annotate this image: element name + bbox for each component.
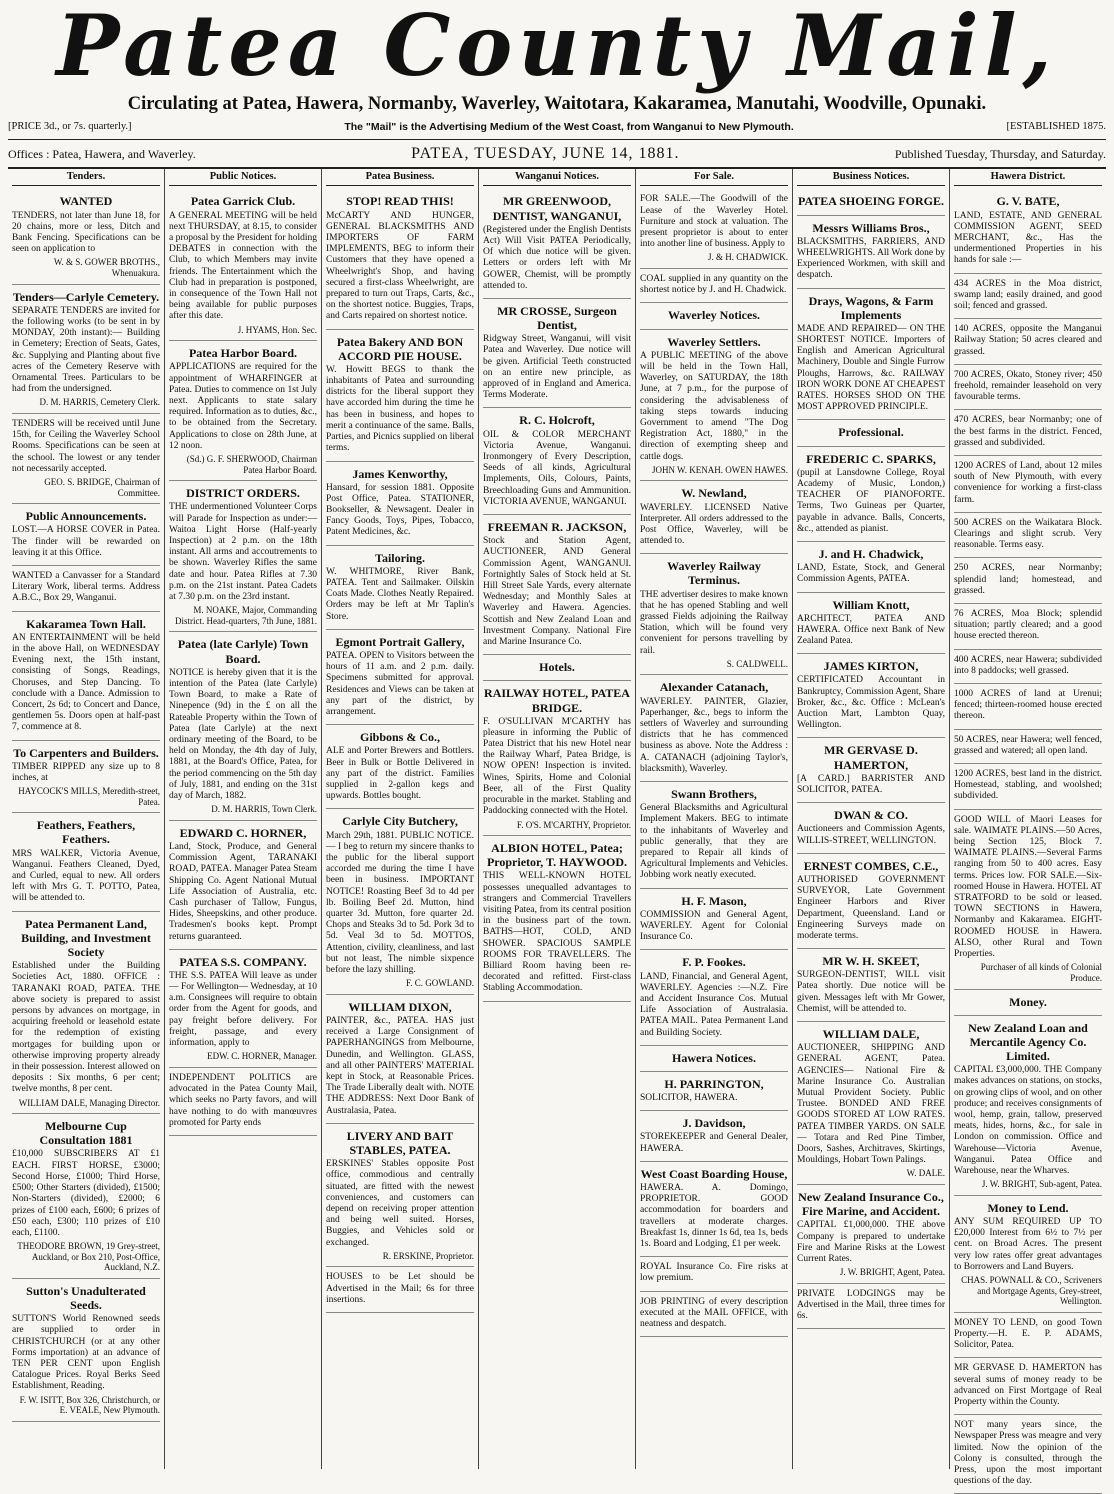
advertisement	[640, 1162, 788, 1257]
ad-body: WANTED a Canvasser for a Standard Literary Work, liberal terms. Address A.B.C., Box 29, Wanganui.	[12, 570, 160, 604]
advertisement	[640, 1292, 788, 1338]
advertisement	[954, 730, 1102, 764]
ad-body: 250 ACRES, near Normanby; splendid land; homestead, and grassed.	[954, 563, 1102, 596]
circulation-line: Circulating at Patea, Hawera, Normanby, Waverley, Waitotara, Kakaramea, Manutahi, Woodville, Opunaki.	[127, 94, 987, 114]
medium-note: The "Mail" is the Advertising Medium of the West Coast, from Wanganui to New Plymouth.	[344, 121, 794, 133]
ad-title: ALBION HOTEL, Patea; Proprietor, T. HAYWOOD.	[486, 841, 628, 870]
column-5	[636, 169, 793, 1469]
advertisement	[169, 481, 317, 632]
advertisement	[954, 365, 1102, 411]
ad-title: Melbourne Cup Consultation 1881	[39, 1119, 133, 1148]
ad-body: HAWERA. A. Domingo, PROPRIETOR. GOOD accommodation for boarders and travellers at moderate charges. Breakfast 1s, dinner 1s 6d, tea 1s, beds 1s. Board and Lodging, £1 per week.	[640, 1183, 788, 1250]
advertisement	[954, 456, 1102, 513]
ad-body: 470 ACRES, bear Normanby; one of the best farms in the district. Fenced, grassed and subdivided.	[954, 415, 1102, 448]
ad-body: ROYAL Insurance Co. Fire risks at low premium.	[640, 1262, 788, 1284]
advertisement	[954, 410, 1102, 456]
ad-body: SOLICITOR, HAWERA.	[640, 1093, 738, 1104]
advertisement	[797, 593, 945, 655]
ad-body: STOREKEEPER and General Dealer, HAWERA.	[640, 1132, 788, 1154]
advertisement	[954, 1016, 1102, 1196]
advertisement	[12, 813, 160, 911]
ad-body: LAND, Financial, and General Agent, WAVERLEY. Agencies :—N.Z. Fire and Accident Insurance Cos. Mutual Life Association of Australasia. PATEA MAIL. Patea Permanent Land and Building Society.	[640, 971, 788, 1038]
advertisement	[954, 764, 1102, 810]
advertisement	[640, 782, 788, 889]
advertisement	[12, 566, 160, 612]
ad-title: DISTRICT ORDERS.	[186, 486, 300, 501]
ad-title: To Carpenters and Builders.	[13, 745, 159, 760]
column-header: Business Notices.	[797, 171, 945, 186]
ad-body: THE advertiser desires to make known that he has opened Stabling and well grassed Fields adjoining the Railway Station, which will be found very convenient for persons travelling by rail.	[640, 589, 788, 656]
advertisement	[483, 681, 631, 836]
ad-body: PAINTER, &c., PATEA. HAS just received a Large Consignment of PAPERHANGINGS from Melbourne, Dunedin, and Wellington. GLASS, and all other PAINTERS' MATERIAL kept in Stock, at Reasonable Prices. The Trade Liberally dealt with. NOTE THE ADDRESS: Next Door Bank of Australasia, Patea.	[326, 1015, 474, 1116]
ad-title: J. and H. Chadwick,	[818, 546, 924, 561]
advertisement	[640, 269, 788, 303]
masthead-title: Patea County Mail,	[56, 0, 1058, 95]
advertisement	[12, 504, 160, 566]
ad-body: MRS WALKER, Victoria Avenue, Wanganui. Feathers Cleaned, Dyed, and Curled, equal to new. All orders left with Mrs G. T. POTTO, Patea, will be attended to.	[12, 848, 160, 904]
ad-body: 400 ACRES, near Hawera; subdivided into 8 paddocks; well grassed.	[954, 654, 1102, 676]
ad-signature: J. W. BRIGHT, Sub-agent, Patea.	[981, 1179, 1102, 1190]
ad-signature: CHAS. POWNALL & CO., Scriveners and Mortgage Agents, Grey-street, Wellington.	[961, 1274, 1102, 1307]
ad-body: McCARTY AND HUNGER, GENERAL BLACKSMITHS AND IMPORTERS OF FARM IMPLEMENTS, BEG to inform their Customers that they have opened a Wheelwright's Shop, and having secured a first-class Wheelwright, are prepared to turn out Traps, Carts, &c., on the shortest notice. Buggies, Traps, and Carts repaired on shortest notice.	[326, 210, 474, 322]
ad-body: Stock and Station Agent, AUCTIONEER, AND General Commission Agent, WANGANUI. Fortnightly Sales of Stock held at St. Hill Street Sale Yards, every alternate Wednesday; and Monthly Sales at Waverley and Hawera. Agencies. Scottish and New Zealand Loan and Investment Company. National Fire and Marine Insurance Co.	[483, 536, 631, 647]
ad-body: SURGEON-DENTIST, WILL visit Patea shortly. Due notice will be given. Messages left with Mr Gower, Chemist, will be attended to.	[797, 970, 945, 1014]
advertisement	[326, 330, 474, 462]
advertisement	[326, 630, 474, 725]
ad-body: March 29th, 1881. PUBLIC NOTICE.— I beg to return my sincere thanks to the public for the liberal support accorded me during the time I have been in business. IMPORTANT NOTICE! Roasting Beef 3d to 4d per lb. Boiling Beef 2d. Mutton, hind quarter 3d. Mutton, fore quarter 2d. Chops and Steaks 3d to 5d. Pork 3d to 5d. Veal 3d to 5d. MOTTOS, Attention, civility, cleanliness, and last but not least, The nimble sixpence before the lazy shilling.	[326, 830, 474, 975]
advertisement	[640, 554, 788, 675]
ad-title: Patea (late Carlyle) Town Board.	[177, 637, 309, 666]
advertisement	[797, 949, 945, 1022]
ad-signature: S. CALDWELL.	[726, 658, 788, 669]
advertisement	[483, 408, 631, 515]
ad-signature: W. & S. GOWER BROTHS., Whenuakura.	[53, 257, 160, 278]
ad-body: General Blacksmiths and Agricultural Implement Makers. BEG to intimate to the inhabitants of Waverley and public generally, that they are prepared to Repair all kinds of Agricultural Implements and Vehicles. Jobbing work neatly executed.	[640, 803, 788, 881]
advertisement	[640, 1257, 788, 1291]
ad-title: New Zealand Insurance Co., Fire Marine, and Accident.	[798, 1190, 944, 1219]
ad-body: HOUSES to be Let should be Advertised in the Mail; 6s for three insertions.	[326, 1272, 474, 1305]
ad-body: WAVERLEY. LICENSED Native Interpreter. All orders addressed to the Post Office, Waverley, will be attended to.	[640, 502, 788, 547]
advertisement	[640, 189, 788, 269]
ad-body: COAL supplied in any quantity on the shortest notice by J. and H. Chadwick.	[640, 274, 788, 296]
ad-title: Tenders—Carlyle Cemetery.	[12, 289, 160, 304]
ad-signature: J. W. BRIGHT, Agent, Patea.	[839, 1267, 945, 1278]
advertisement	[954, 189, 1102, 273]
ad-signature: F. O'S. M'CARTHY, Proprietor.	[516, 819, 631, 830]
column-6	[793, 169, 950, 1469]
ad-body: AN ENTERTAINMENT will be held in the above Hall, on WEDNESDAY Evening next, the 15th instant, consisting of Songs, Readings, Choruses, and Step Dancing. To conclude with a Dance. Admission to Concert, 2s 6d; to Concert and Dance, gentlemen 5s. Doors open at half-past 7, commence at 8.	[12, 632, 160, 733]
ad-title: J. Davidson,	[682, 1116, 746, 1131]
ad-title: DWAN & CO.	[834, 808, 908, 823]
ad-signature: WILLIAM DALE, Managing Director.	[18, 1097, 160, 1108]
ad-title: Tailoring.	[375, 550, 425, 565]
ad-body: BLACKSMITHS, FARRIERS, AND WHEELWRIGHTS. All Work done by Experienced Workmen, with skill and despatch.	[797, 236, 945, 281]
advertisement	[640, 481, 788, 554]
column-header: Public Notices.	[169, 171, 317, 186]
advertisement	[640, 889, 788, 951]
ad-title: PATEA S.S. COMPANY.	[179, 954, 307, 969]
ad-title: Patea Harbor Board.	[188, 346, 298, 361]
ad-body: GOOD WILL of Maori Leases for sale. WAIMATE PLAINS.—50 Acres, being Section 125, Block 7. WAIMATE PLAINS.—Several Farms ranging from 50 to 400 acres. Easy terms. Prices low. FOR SALE.—Six-roomed House in Hawera. HOTEL AT STRATFORD to be sold or leased. TOWN SECTIONS in Hawera, Normanby and Kakaramea. EIGHT-ROOMED HOUSE in Hawera. ALSO, other Rural and Town Properties.	[954, 814, 1102, 960]
ad-title: H. F. Mason,	[681, 893, 747, 908]
ad-title: FREEMAN R. JACKSON,	[487, 520, 627, 535]
column-3	[322, 169, 479, 1469]
ad-title: H. PARRINGTON,	[664, 1076, 764, 1091]
ad-body: Hansard, for session 1881. Opposite Post Office, Patea. STATIONER, Bookseller, & Newsagent. Dealer in Fancy Goods, Toys, Pipes, Tobacco, Patent Medicines, &c.	[326, 482, 474, 538]
ad-title: MR GERVASE D. HAMERTON,	[824, 743, 918, 772]
established-note: [ESTABLISHED 1875.	[1006, 121, 1106, 132]
ad-title: Hotels.	[539, 660, 575, 675]
advertisement	[954, 513, 1102, 559]
advertisement	[954, 1358, 1102, 1415]
ad-body: ARCHITECT, PATEA AND HAWERA. Office next Bank of New Zealand Patea.	[797, 613, 945, 647]
ad-body: FOR SALE.—The Goodwill of the Lease of the Waverley Hotel. Furniture and stock at valuation. The present proprietor is about to enter into another line of business. Apply to	[640, 194, 788, 250]
ad-body: 76 ACRES, Moa Block; splendid situation; partly cleared; and a good house erected thereon.	[954, 609, 1102, 642]
advertisement	[797, 542, 945, 593]
columns	[8, 169, 1106, 1487]
advertisement	[954, 1415, 1102, 1494]
ad-title: LIVERY AND BAIT STABLES, PATEA.	[346, 1128, 454, 1157]
ad-signature: F. W. ISITT, Box 326, Christchurch, or E. VEALE, New Plymouth.	[19, 1394, 160, 1416]
advertisement	[326, 809, 474, 994]
ad-body: W. Howitt BEGS to thank the inhabitants of Patea and surrounding districts for the liberal support they have accorded him during the time he has been in business, and hopes to merit a continuance of the same. Balls, Parties, and Picnics supplied on liberal terms.	[326, 364, 474, 454]
ad-signature: W. DALE.	[906, 1168, 945, 1179]
ad-title: Waverley Notices.	[668, 308, 760, 323]
ad-body: MR GERVASE D. HAMERTON has several sums of money ready to be advanced on First Mortgage of Real Property within the County.	[954, 1363, 1102, 1407]
price-note: [PRICE 3d., or 7s. quarterly.]	[8, 121, 132, 132]
ad-body: TENDERS will be received until June 15th, for Ceiling the Waverley School Rooms. Specifications can be seen at the school. The lowest or any tender not necessarily accepted.	[12, 418, 160, 474]
offices: Offices : Patea, Hawera, and Waverley.	[8, 147, 196, 161]
ad-body: F. O'SULLIVAN M'CARTHY has pleasure in informing the Public of Patea District that his new Hotel near the Railway Wharf, Patea Bridge, is NOW OPEN! Inspection is invited. Wines, Spirits, Home and Colonial Beer, all of the First Quality procurable in the market. Stabling and Paddocking connected with the Hotel.	[483, 716, 631, 817]
ad-title: MR CROSSE, Surgeon Dentist,	[497, 303, 617, 333]
ad-signature: EDW. C. HORNER, Manager.	[207, 1051, 317, 1062]
advertisement	[12, 189, 160, 284]
ad-body: INDEPENDENT POLITICS are advocated in the Patea County Mail, which seeks no Party favors, and will have nothing to do with manœuvres promoted for Party ends	[169, 1072, 317, 1128]
advertisement	[797, 654, 945, 738]
ad-title: RAILWAY HOTEL, PATEA BRIDGE.	[484, 686, 630, 715]
ad-title: MR GREENWOOD, DENTIST, WANGANUI,	[492, 194, 622, 223]
ad-signature: R. ERSKINE, Proprietor.	[382, 1250, 474, 1261]
ad-body: Ridgway Street, Wanganui, will visit Patea and Waverley. Due notice will be given. Artificial Teeth constructed on an entire new principle, as approved of in England and America. Terms Moderate.	[483, 334, 631, 401]
column-header: Wanganui Notices.	[483, 171, 631, 186]
ad-title: W. Newland,	[681, 486, 747, 501]
advertisement	[954, 274, 1102, 320]
ad-body: CAPITAL £3,000,000. THE Company makes advances on stations, on stocks, on growing clips of wool, and on other produce; and receives consignments of wool, hemp, grain, tallow, preserved meats, hides, horns, &c., for sale in London on commission. Office and Warehouse—Victoria Avenue, Wanganui. Patea Office and Warehouse, near the Wharves.	[954, 1065, 1102, 1176]
advertisement	[326, 189, 474, 329]
ad-signature: (Sd.) G. F. SHERWOOD, Chairman Patea Harbor Board.	[186, 453, 317, 475]
advertisement	[326, 462, 474, 546]
advertisement	[169, 1068, 317, 1136]
ad-title: WILLIAM DIXON,	[348, 999, 452, 1014]
advertisement	[12, 741, 160, 814]
ad-title: New Zealand Loan and Mercantile Agency Co. Limited.	[968, 1020, 1088, 1063]
ad-title: William Knott,	[832, 597, 910, 612]
column-header: Patea Business.	[326, 171, 474, 186]
ad-body: TENDERS, not later than June 18, for 20 chains, more or less, Ditch and Bank Fencing. Specifications can be seen on application to	[12, 210, 160, 255]
issue-date: PATEA, TUESDAY, JUNE 14, 1881.	[411, 145, 680, 162]
ad-signature: M. NOAKE, Major, Commanding District. Head-quarters, 7th June, 1881.	[175, 605, 317, 626]
ad-body: WAVERLEY. PAINTER, Glazier, Paperhanger, &c., begs to inform the settlers of Waverley and surrounding districts that he has commenced business as above. Note the Address : A. CATANACH (adjoining Taylor's, blacksmith), Waverley.	[640, 696, 788, 774]
ad-body: COMMISSION and General Agent, WAVERLEY. Agent for Colonial Insurance Co.	[640, 909, 788, 943]
ad-body: 700 ACRES, Okato, Stoney river; 450 freehold, remainder leasehold on very favourable terms.	[954, 369, 1102, 403]
rule-top	[8, 139, 1106, 140]
advertisement	[640, 1111, 788, 1162]
advertisement	[169, 189, 317, 341]
ad-body: ANY SUM REQUIRED UP TO £20,000 Interest from 6½ to 7½ per cent. on Broad Acres. The present very low rates offer great advantages to Borrowers and Land Buyers.	[954, 1216, 1102, 1272]
info-line	[8, 121, 1106, 133]
advertisement	[954, 319, 1102, 365]
ad-body: 1200 ACRES of Land, about 12 miles south of New Plymouth, with every convenience for working a first-class farm.	[954, 460, 1102, 505]
ad-title: Public Announcements.	[25, 509, 147, 524]
ad-signature: D. M. HARRIS, Town Clerk.	[211, 804, 317, 815]
advertisement	[12, 1279, 160, 1422]
ad-body: 434 ACRES in the Moa district, swamp land; easily drained, and good soil; fenced and grassed.	[954, 278, 1102, 311]
ad-title: Feathers, Feathers, Feathers.	[36, 818, 136, 847]
advertisement	[12, 912, 160, 1115]
ad-title: Carlyle City Butchery,	[342, 814, 458, 829]
ad-title: Drays, Wagons, & Farm Implements	[808, 293, 934, 322]
advertisement	[797, 854, 945, 949]
ad-title: Swann Brothers,	[671, 787, 757, 802]
advertisement	[326, 725, 474, 809]
advertisement	[954, 810, 1102, 990]
ad-title: G. V. BATE,	[996, 194, 1060, 209]
ad-body: TIMBER RIPPED any size up to 8 inches, at	[12, 761, 160, 783]
ad-title: Money.	[1009, 994, 1047, 1009]
advertisement	[483, 299, 631, 409]
ad-body: PRIVATE LODGINGS may be Advertised in the Mail, three times for 6s.	[797, 1288, 945, 1322]
ad-title: WANTED	[59, 194, 113, 209]
ad-body: THE undermentioned Volunteer Corps will Parade for Inspection as under:— Waitoa Light Horse (Half-yearly Inspection) at 2 p.m. on the 18th instant. All arms and accoutrements to be shown. Waverley Rifles the same date and hour. Patea Rifles at 7.30 p.m. on the 21st instant. Patea Cadets at 7.30 p.m. on the 23rd instant.	[169, 502, 317, 602]
advertisement	[954, 558, 1102, 604]
ad-body: APPLICATIONS are required for the appointment of WHARFINGER at Patea. Duties to commence on 1st July next. Applicants to state salary required. Information as to duties, &c., to be obtained from the Secretary. Applications to close on 28th June, at 12 noon.	[169, 362, 318, 451]
ad-title: ERNEST COMBES, C.E.,	[803, 858, 939, 873]
ad-body: 1200 ACRES, best land in the district. Homestead, stabling, and woolshed; subdivided.	[954, 769, 1102, 802]
advertisement	[169, 632, 317, 820]
ad-body: £10,000 SUBSCRIBERS AT £1 EACH. FIRST HORSE, £3000; Second Horse, £1000; Third Horse, £500; Other Starters (divided), £1500; Non-Starters (divided), £2000; 6 prizes of £100 each, £600; 6 prizes of £50 each, £300; 110 prizes of £10 each, £1100.	[12, 1149, 160, 1238]
ad-body: JOB PRINTING of every description executed at the MAIL OFFICE, with neatness and despatch.	[640, 1296, 788, 1330]
ad-title: Professional.	[838, 425, 904, 440]
ad-body: (pupil at Lansdowne College, Royal Academy of Music, London,) TEACHER OF PIANOFORTE. Terms, Two Guineas per Quarter, payable in advance. Balls, Concerts, &c., attended as pianist.	[797, 467, 945, 534]
advertisement	[483, 515, 631, 655]
ad-signature: J. & H. CHADWICK.	[708, 252, 788, 263]
ad-title: Patea Garrick Club.	[190, 194, 296, 209]
advertisement	[640, 675, 788, 782]
ad-title: Gibbons & Co.,	[359, 730, 441, 745]
ad-body: Established under the Building Societies Act, 1880. OFFICE : TARANAKI ROAD, PATEA. THE above society is prepared to assist persons by advances on mortgage, in acquiring freehold or leasehold estate for the redemption of existing mortgages for building upon or otherwise improving property already in their possession. Interest allowed on deposits : Six months, 6 per cent; twelve months, 8 per cent.	[12, 961, 160, 1095]
advertisement	[797, 189, 945, 215]
ad-title: Egmont Portrait Gallery,	[335, 634, 465, 649]
advertisement	[797, 447, 945, 542]
ad-signature: Purchaser of all kinds of Colonial Produce.	[980, 962, 1102, 983]
ad-title: Messrs Williams Bros.,	[812, 220, 930, 235]
ad-body: 500 ACRES on the Waikatara Block. Clearings and slight scrub. Very reasonable. Terms easy.	[954, 517, 1102, 551]
column-header: Tenders.	[12, 171, 160, 186]
advertisement	[640, 1046, 788, 1072]
advertisement	[12, 285, 160, 414]
advertisement	[169, 821, 317, 950]
advertisement	[483, 836, 631, 1002]
advertisement	[797, 289, 945, 421]
advertisement	[797, 420, 945, 446]
ad-title: Kakaramea Town Hall.	[26, 616, 146, 631]
ad-body: AUTHORISED GOVERNMENT SURVEYOR, Late Government Engineer Harbors and River Department, Queensland. Land or Engineering Surveys made on moderate terms.	[797, 874, 945, 941]
advertisement	[640, 303, 788, 329]
ad-body: 140 ACRES, opposite the Manganui Railway Station; 50 acres cleared and grassed.	[954, 324, 1102, 357]
ad-title: EDWARD C. HORNER,	[179, 825, 307, 840]
ad-title: STOP! READ THIS!	[346, 194, 454, 209]
ad-title: Waverley Railway Terminus.	[667, 559, 761, 588]
ad-body: NOTICE is hereby given that it is the intention of the Patea (late Carlyle) Town Board, to make a Rate of Ninepence (9d) in the £ on all the Rateable Property within the Town of Patea (late Carlyle) at the next ordinary meeting of the Board, to be held on Monday, the 4th day of July, 1881, at the Board's Office, Patea, for the period commencing on the 5th day of July, 1881, and ending on the 31st day of March, 1882.	[169, 667, 317, 801]
ad-title: James Kenworthy,	[352, 466, 448, 481]
ad-title: PATEA SHOEING FORGE.	[798, 194, 944, 209]
advertisement	[12, 1114, 160, 1279]
ad-title: R. C. Holcroft,	[519, 413, 595, 428]
ad-title: Sutton's Unadulterated Seeds.	[26, 1283, 146, 1313]
column-1	[8, 169, 165, 1469]
ad-title: FREDERIC C. SPARKS,	[806, 451, 936, 466]
ad-title: West Coast Boarding House,	[640, 1166, 788, 1181]
ad-body: SUTTON'S World Renowned seeds are supplied to order in CHRISTCHURCH (or at any other Forms importation) at an advance of TEN PER CENT upon English Catalogue Prices. Royal Berks Seed Establishment, Reading.	[12, 1314, 160, 1392]
advertisement	[954, 684, 1102, 730]
ad-signature: THEODORE BROWN, 19 Grey-street, Auckland, or Box 210, Post-Office, Auckland, N.Z.	[17, 1241, 160, 1273]
ad-signature: GEO. S. BRIDGE, Chairman of Committee.	[44, 476, 160, 498]
ad-body: A PUBLIC MEETING of the above will be held in the Town Hall, Waverley, on SATURDAY, the 18th June, at 7 p.m., for the purpose of considering the advisableness of taking steps towards inducing Government to amend "The Dog Registration Act, 1880," in the direction of exempting sheep and cattle dogs.	[640, 350, 788, 462]
ad-body: OIL & COLOR MERCHANT Victoria Avenue, Wanganui. Ironmongery of Every Description, Seeds of all kinds, Agricultural Implements, Oils, Colours, Paints, Breechloading Guns and Ammunition. VICTORIA AVENUE, WANGANUI.	[483, 429, 631, 507]
ad-title: WILLIAM DALE,	[822, 1027, 920, 1042]
published-days: Published Tuesday, Thursday, and Saturday.	[894, 147, 1106, 161]
advertisement	[797, 1284, 945, 1330]
ad-body: MONEY TO LEND, on good Town Property.—H. E. P. ADAMS, Solicitor, Patea.	[954, 1317, 1102, 1351]
ad-title: Hawera Notices.	[672, 1050, 756, 1065]
ad-signature: HAYCOCK'S MILLS, Meredith-street, Patea.	[18, 786, 160, 807]
ad-body: (Registered under the English Dentists Act) Will Visit PATEA Periodically, Of which due notice will be given. Letters or orders left with Mr GOWER, Chemist, will be promptly attended to.	[483, 224, 631, 291]
column-header: Hawera District.	[954, 171, 1102, 186]
advertisement	[169, 950, 317, 1068]
advertisement	[12, 414, 160, 504]
advertisement	[954, 604, 1102, 650]
ad-title: Patea Bakery AND BON ACCORD PIE HOUSE.	[336, 334, 464, 363]
ad-body: LAND, ESTATE, AND GENERAL COMMISSION AGENT, SEED MERCHANT, &c., Has the undermentioned Properties in his hands for sale :—	[954, 210, 1102, 266]
ad-title: Patea Permanent Land, Building, and Investment Society	[21, 916, 151, 959]
ad-body: AUCTIONEER, SHIPPING AND GENERAL AGENT, Patea. AGENCIES— National Fire & Marine Insurance Co. Australian Mutual Provident Society. Public Trustee. BONDED AND FREE GOODS STORED AT LOW RATES. PATEA TIMBER YARDS. ON SALE— Totara and Red Pine Timber, Doors, Sashes, Architraves, Skirtings, Mouldings, Hobart Town Palings.	[797, 1043, 945, 1166]
advertisement	[797, 216, 945, 289]
ad-body: [A CARD.] BARRISTER AND SOLICITOR, PATEA.	[797, 773, 945, 795]
advertisement	[326, 995, 474, 1124]
ad-body: LOST.—A HORSE COVER in Patea. The finder will be rewarded on leaving it at this Office.	[12, 525, 160, 558]
ad-signature: J. HYAMS, Hon. Sec.	[237, 324, 317, 335]
ad-body: THE S.S. PATEA Will leave as under— For Wellington— Wednesday, at 10 a.m. Consignees will require to obtain order from the Agent for goods, and pay freight before delivery. For freight, passage, and every information, apply to	[169, 970, 317, 1049]
ad-body: Land, Stock, Produce, and General Commission Agent, TARANAKI ROAD, PATEA. Manager Patea Steam Shipping Co. Agent National Mutual Life Association of Australia, etc. Cash purchaser of Tallow, Fungus, Hides, Sheepskins, and other produce. Tradesmen's books kept. Prompt returns guaranteed.	[169, 841, 317, 942]
ad-body: NOT many years since, the Newspaper Press was meagre and very limited. Now the opinion of the Colony is consulted, through the Press, upon the most important questions of the day.	[954, 1420, 1102, 1487]
advertisement	[954, 990, 1102, 1016]
advertisement	[640, 1072, 788, 1111]
ad-body: A GENERAL MEETING will be held next THURSDAY, at 8.15, to consider a proposal by the President for holding DEBATES in connection with the Club, to which Members may invite friends. The Entertainment which the Club had in preparation is postponed, in consequence of the Town Hall not being available for public purposes after this date.	[169, 210, 317, 322]
ad-title: F. P. Fookes.	[682, 955, 746, 970]
ad-title: Money to Lend.	[987, 1200, 1069, 1215]
dateline	[8, 145, 1106, 163]
ad-body: 1000 ACRES of land at Urenui; fenced; thirteen-roomed house erected thereon.	[954, 689, 1102, 722]
advertisement	[797, 1185, 945, 1284]
column-header: For Sale.	[640, 171, 788, 186]
ad-body: ALE and Porter Brewers and Bottlers. Beer in Bulk or Bottle Delivered in any part of the district. Families supplied in 2-gallon kegs and upwards. Bottles bought.	[326, 746, 474, 802]
ad-signature: D. M. HARRIS, Cemetery Clerk.	[39, 397, 160, 408]
ad-body: SEPARATE TENDERS are invited for the following works (to be sent in by MONDAY, 20th instant):— Building in Cemetery; Erection of Seats, Gates, &c. Supplying and Planting about five acres of the Cemetery Reserve with Ornamental Trees. Particulars to be had from the undersigned.	[12, 305, 160, 395]
advertisement	[797, 1022, 945, 1185]
advertisement	[954, 650, 1102, 684]
column-2	[165, 169, 322, 1469]
advertisement	[797, 738, 945, 803]
ad-signature: F. C. GOWLAND.	[405, 978, 474, 989]
advertisement	[954, 1196, 1102, 1313]
ad-body: Auctioneers and Commission Agents, WILLIS-STREET, WELLINGTON.	[797, 824, 945, 846]
advertisement	[954, 1313, 1102, 1359]
column-7	[950, 169, 1106, 1487]
ad-body: CAPITAL £1,000,000. THE above Company is prepared to undertake Fire and Marine Risks at the Lowest Current Rates.	[797, 1220, 945, 1265]
ad-body: CERTIFICATED Accountant in Bankruptcy, Commission Agent, Share Broker, &c., &c. Office : McLean's Auction Mart, Lambton Quay, Wellington.	[797, 675, 945, 731]
ad-title: MR W. H. SKEET,	[822, 954, 920, 969]
advertisement	[640, 330, 788, 482]
ad-title: JAMES KIRTON,	[823, 659, 919, 674]
ad-body: MADE AND REPAIRED— ON THE SHORTEST NOTICE. Importers of English and American Agricultural Machinery, Double and Single Furrow Ploughs, Harrows, &c. RAILWAY IRON WORK DONE AT CHEAPEST RATES. HORSES SHOD ON THE MOST APPROVED PRINCIPLE.	[797, 323, 945, 413]
advertisement	[326, 1124, 474, 1268]
ad-title: Waverley Settlers.	[667, 334, 761, 349]
ad-body: W. WHITMORE, River Bank, PATEA. Tent and Sailmaker. Oilskin Coats Made. Clothes Neatly Repaired. Orders may be left at Mr Taplin's Store.	[326, 566, 474, 622]
advertisement	[483, 189, 631, 299]
advertisement	[483, 655, 631, 681]
ad-body: 50 ACRES, near Hawera; well fenced, grassed and watered; all open land.	[954, 734, 1102, 756]
ad-body: PATEA. OPEN to Visitors between the hours of 11 a.m. and 2 p.m. daily. Specimens submitted for approval. Residences and Views can be taken at any part of the district, by arrangement.	[326, 651, 474, 718]
ad-signature: JOHN W. KENAH. OWEN HAWES.	[651, 464, 788, 475]
advertisement	[12, 612, 160, 741]
advertisement	[797, 803, 945, 854]
ad-title: Alexander Catanach,	[659, 680, 769, 695]
column-4	[479, 169, 636, 1469]
advertisement	[169, 341, 317, 481]
ad-body: ERSKINES' Stables opposite Post office, commodious and centrally situated, are fitted with the newest conveniences, and customers can depend on receiving proper attention and being well suited. Horses, Buggies, and Vehicles sold or exchanged.	[326, 1159, 474, 1248]
advertisement	[326, 1267, 474, 1313]
advertisement	[326, 546, 474, 630]
ad-body: LAND, Estate, Stock, and General Commission Agents, PATEA.	[797, 563, 945, 585]
advertisement	[640, 950, 788, 1045]
ad-body: THIS WELL-KNOWN HOTEL possesses unequalled advantages to strangers and Commercial Travellers visiting Patea, from its central position in the business part of the town. BATHS—HOT, COLD, AND SHOWER. SPACIOUS SAMPLE ROOMS FOR TRAVELLERS. The Billiard Room having been re-decorated and refitted. First-class Stabling Accommodation.	[483, 871, 631, 994]
